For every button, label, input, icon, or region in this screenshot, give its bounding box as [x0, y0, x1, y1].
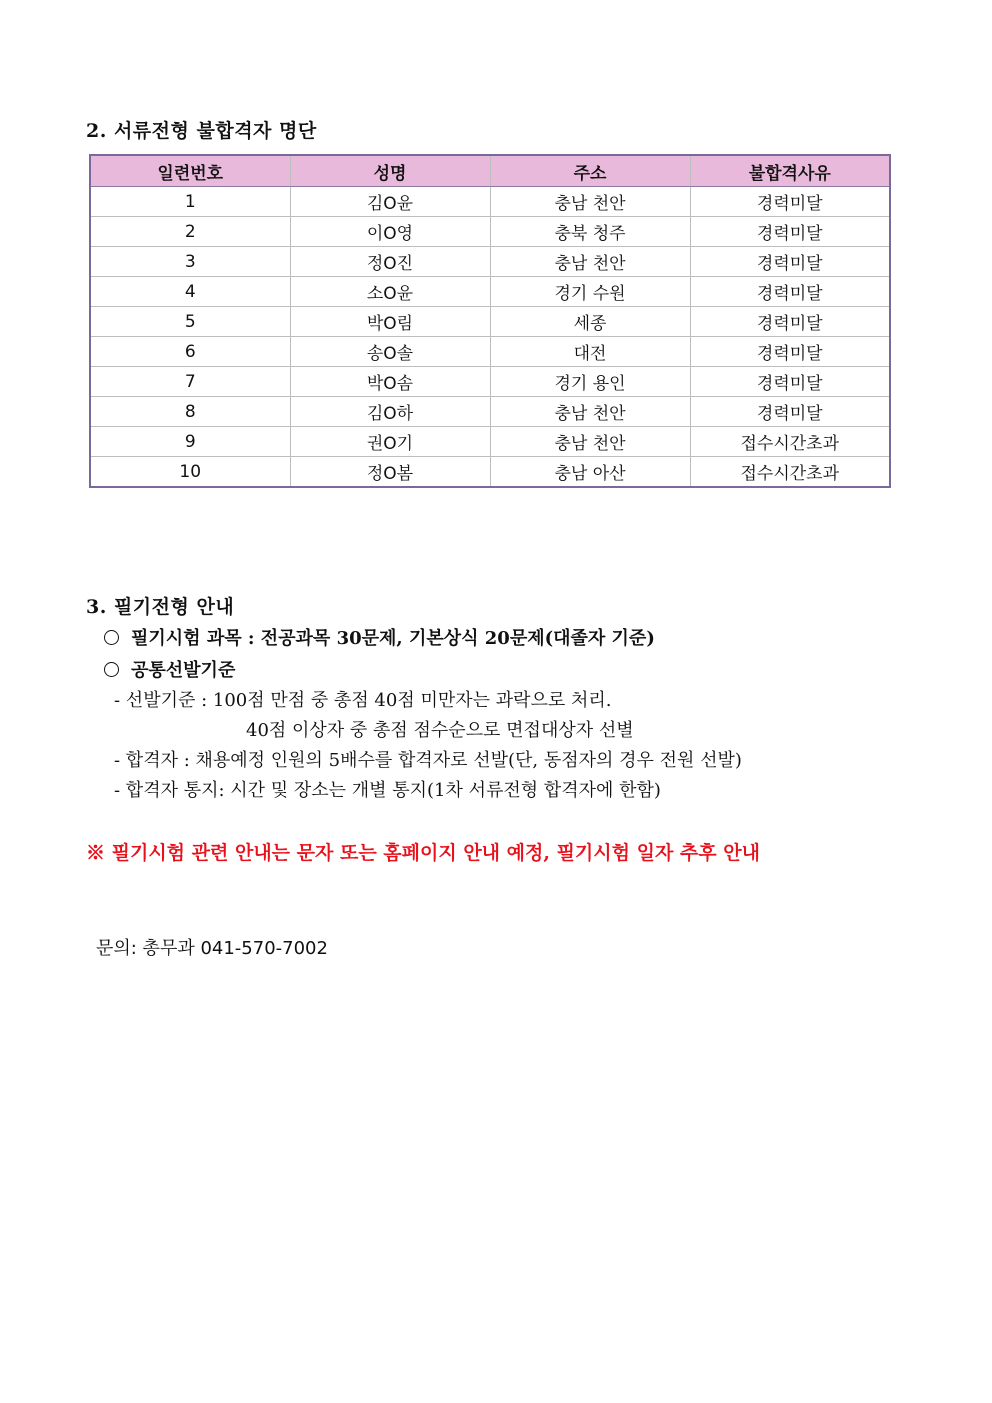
- cell-name: 정O진: [290, 247, 490, 277]
- selection-criteria-text: 공통선발기준: [131, 660, 236, 681]
- cell-rejection-reason: 접수시간초과: [690, 427, 890, 457]
- section-2-title: 2. 서류전형 불합격자 명단: [86, 120, 317, 142]
- table-row: [90, 187, 890, 217]
- notification-line: - 합격자 통지: 시간 및 장소는 개별 통지(1차 서류전형 합격자에 한함): [114, 780, 661, 801]
- cell-address: 충남 아산: [490, 457, 690, 488]
- cell-name: 소O윤: [290, 277, 490, 307]
- cell-rejection-reason: 경력미달: [690, 397, 890, 427]
- cell-rejection-reason: 경력미달: [690, 277, 890, 307]
- exam-subjects-bullet: [104, 624, 655, 650]
- cell-rejection-reason: 경력미달: [690, 337, 890, 367]
- rejected-applicants-table: [89, 154, 891, 488]
- cell-name: 박O림: [290, 307, 490, 337]
- cell-serial-number: 2: [90, 217, 290, 247]
- cell-rejection-reason: 경력미달: [690, 217, 890, 247]
- cell-address: 충남 천안: [490, 397, 690, 427]
- cell-serial-number: 3: [90, 247, 290, 277]
- table-row: [90, 457, 890, 488]
- cell-address: 경기 수원: [490, 277, 690, 307]
- contact-info: 문의: 총무과 041-570-7002: [96, 938, 328, 959]
- cell-rejection-reason: 경력미달: [690, 247, 890, 277]
- cell-address: 대전: [490, 337, 690, 367]
- table-row: [90, 367, 890, 397]
- table-row: [90, 247, 890, 277]
- cell-name: 송O솔: [290, 337, 490, 367]
- cell-address: 충남 천안: [490, 247, 690, 277]
- cell-address: 세종: [490, 307, 690, 337]
- cell-serial-number: 6: [90, 337, 290, 367]
- cell-name: 김O하: [290, 397, 490, 427]
- header-rejection-reason: 불합격사유: [690, 155, 890, 187]
- cell-name: 권O기: [290, 427, 490, 457]
- table-header-row: [90, 155, 890, 187]
- cell-name: 박O솜: [290, 367, 490, 397]
- table-row: [90, 307, 890, 337]
- cell-name: 이O영: [290, 217, 490, 247]
- circle-bullet-icon: [104, 630, 119, 645]
- section-3-title: 3. 필기전형 안내: [86, 596, 235, 618]
- cell-serial-number: 7: [90, 367, 290, 397]
- table-row: [90, 217, 890, 247]
- circle-bullet-icon: [104, 662, 119, 677]
- cell-rejection-reason: 경력미달: [690, 367, 890, 397]
- cell-address: 충북 청주: [490, 217, 690, 247]
- passers-line: - 합격자 : 채용예정 인원의 5배수를 합격자로 선발(단, 동점자의 경우 전원 선발): [114, 750, 742, 771]
- exam-subjects-text: 필기시험 과목 : 전공과목 30문제, 기본상식 20문제(대졸자 기준): [131, 628, 655, 649]
- cell-serial-number: 9: [90, 427, 290, 457]
- cell-serial-number: 5: [90, 307, 290, 337]
- cell-name: 정O봄: [290, 457, 490, 488]
- cell-rejection-reason: 경력미달: [690, 307, 890, 337]
- cell-address: 경기 용인: [490, 367, 690, 397]
- criteria-line-continued: 40점 이상자 중 총점 점수순으로 면접대상자 선별: [246, 720, 634, 741]
- cell-serial-number: 10: [90, 457, 290, 488]
- cell-address: 충남 천안: [490, 187, 690, 217]
- table-row: [90, 337, 890, 367]
- cell-address: 충남 천안: [490, 427, 690, 457]
- cell-serial-number: 1: [90, 187, 290, 217]
- table-row: [90, 427, 890, 457]
- table-body: [90, 187, 890, 488]
- table-row: [90, 397, 890, 427]
- selection-criteria-bullet: [104, 656, 235, 682]
- criteria-line: - 선발기준 : 100점 만점 중 총점 40점 미만자는 과락으로 처리.: [114, 690, 612, 711]
- header-address: 주소: [490, 155, 690, 187]
- cell-rejection-reason: 경력미달: [690, 187, 890, 217]
- exam-notice: ※ 필기시험 관련 안내는 문자 또는 홈페이지 안내 예정, 필기시험 일자 추후 안내: [86, 842, 760, 864]
- table-row: [90, 277, 890, 307]
- cell-name: 김O윤: [290, 187, 490, 217]
- cell-rejection-reason: 접수시간초과: [690, 457, 890, 488]
- header-serial-number: 일련번호: [90, 155, 290, 187]
- cell-serial-number: 4: [90, 277, 290, 307]
- header-name: 성명: [290, 155, 490, 187]
- cell-serial-number: 8: [90, 397, 290, 427]
